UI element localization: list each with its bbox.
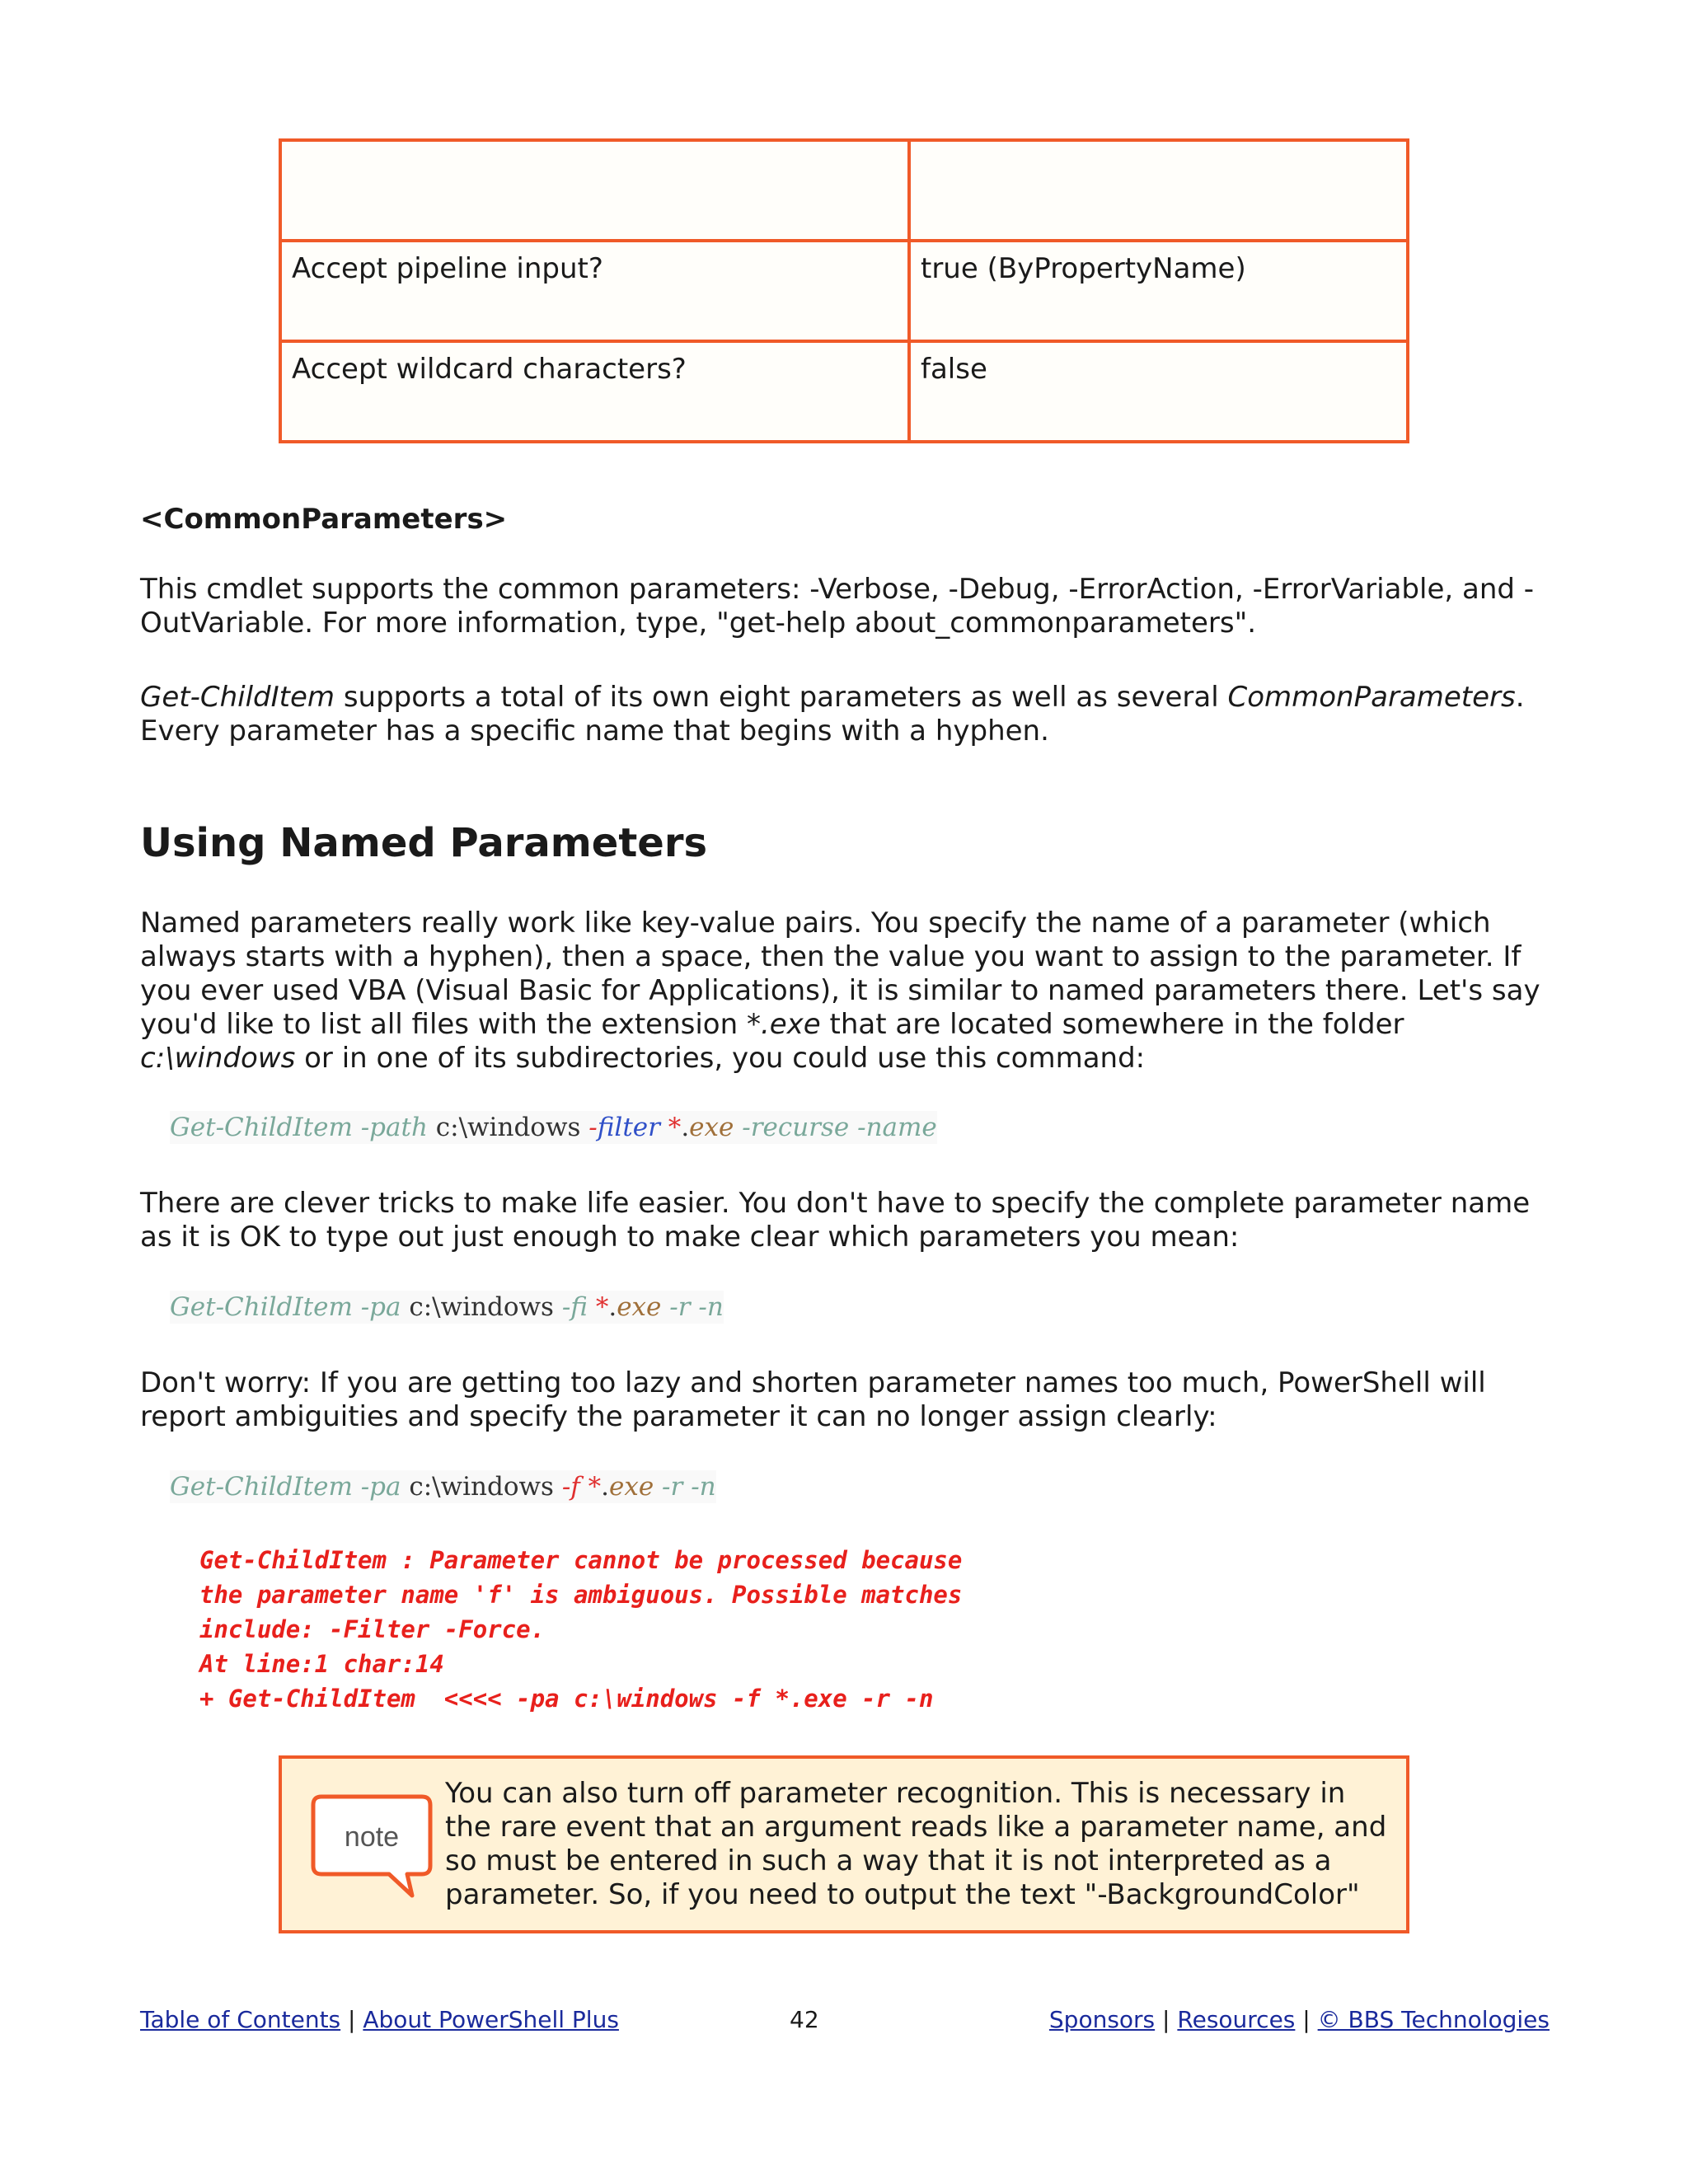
table-cell-label — [280, 140, 909, 241]
code-param: -path — [352, 1113, 428, 1142]
code-extension: exe — [689, 1113, 734, 1142]
clever-tricks-paragraph: There are clever tricks to make life easier. You don't have to specify the complete parameter name as it is OK to type out just enough to make clear which parameters you mean: — [140, 1187, 1531, 1254]
note-box — [279, 1755, 1409, 1933]
code-wildcard: * — [659, 1113, 682, 1142]
paragraph-text: or in one of its subdirectories, you could use this command: — [295, 1042, 1146, 1075]
code-param: -pa — [352, 1292, 401, 1322]
common-parameters-term: CommonParameters — [1227, 681, 1516, 714]
code-param: -r -n — [661, 1292, 724, 1322]
paragraph-text: that are located somewhere in the folder — [820, 1008, 1404, 1041]
code-cmdlet: Get-ChildItem — [170, 1472, 353, 1502]
error-output — [199, 1543, 962, 1716]
resources-link[interactable]: Resources — [1177, 2006, 1296, 2033]
error-line: Get-ChildItem : Parameter cannot be processed because — [199, 1546, 963, 1574]
table-cell-label: Accept wildcard characters? — [280, 341, 909, 442]
table-cell-value: true (ByPropertyName) — [909, 241, 1408, 341]
code-path: c:\windows — [427, 1113, 589, 1142]
table-cell-label: Accept pipeline input? — [280, 241, 909, 341]
common-parameters-paragraph: This cmdlet supports the common parameters: -Verbose, -Debug, -ErrorAction, -ErrorVariable, and -OutVariable. For more information, type, "get-help about_commonparameters". — [140, 573, 1535, 640]
code-param: -r -n — [654, 1472, 716, 1502]
bbs-technologies-link[interactable]: © BBS Technologies — [1317, 2006, 1550, 2033]
code-block — [170, 1111, 937, 1144]
section-heading: Using Named Parameters — [140, 820, 708, 866]
table-cell-value: false — [909, 341, 1408, 442]
footer-separator: | — [1155, 2006, 1178, 2033]
code-wildcard: * — [587, 1292, 609, 1322]
code-extension: exe — [609, 1472, 654, 1502]
note-text: You can also turn off parameter recognition. This is necessary in the rare event that an argument reads like a parameter name, and so must be entered in such a way that it is not interpreted as a parameter. So, if you need to output the text "-BackgroundColor" — [445, 1777, 1387, 1911]
folder-term: c:\windows — [140, 1042, 296, 1075]
error-line: the parameter name 'f' is ambiguous. Possible matches — [199, 1581, 963, 1609]
code-param: -pa — [352, 1472, 401, 1502]
code-path: c:\windows — [401, 1472, 562, 1502]
footer-left-links — [140, 2006, 619, 2033]
about-powershell-plus-link[interactable]: About PowerShell Plus — [363, 2006, 619, 2033]
footer-separator: | — [1295, 2006, 1318, 2033]
table-row — [280, 241, 1408, 341]
code-dot: . — [608, 1292, 617, 1322]
error-line: include: -Filter -Force. — [199, 1615, 546, 1643]
code-dot: . — [681, 1113, 690, 1142]
cmdlet-name: Get-ChildItem — [140, 681, 335, 714]
note-icon-label: note — [344, 1821, 400, 1853]
code-cmdlet: Get-ChildItem — [170, 1113, 353, 1142]
parameter-table — [279, 138, 1409, 443]
code-dash: - — [588, 1113, 598, 1142]
common-parameters-heading: <CommonParameters> — [140, 503, 508, 536]
code-block — [170, 1291, 724, 1324]
page-number: 42 — [790, 2006, 819, 2033]
code-param: -fi — [561, 1292, 588, 1322]
error-line: At line:1 char:14 — [199, 1650, 444, 1678]
paragraph-text: . Every parameter has a specific name that begins with a hyphen. — [140, 681, 1525, 748]
footer-separator: | — [340, 2006, 363, 2033]
extension-term: *.exe — [746, 1008, 821, 1041]
table-of-contents-link[interactable]: Table of Contents — [140, 2006, 341, 2033]
code-param: -recurse -name — [734, 1113, 937, 1142]
code-extension: exe — [617, 1292, 662, 1322]
paragraph-text: Named parameters really work like key-value pairs. You specify the name of a parameter (which always starts with a hyphen), then a space, then the value you want to assign to the parameter. If you ever used VBA (Visual Basic for Applications), it is similar to named parameters there. Let's say you'd like to list all files with the extension — [140, 907, 1540, 1041]
code-dot: . — [601, 1472, 609, 1502]
named-parameters-paragraph — [140, 907, 1558, 1076]
code-wildcard: * — [579, 1472, 602, 1502]
dont-worry-paragraph: Don't worry: If you are getting too lazy and shorten parameter names too much, PowerShell will report ambiguities and specify the parameter it can no longer assign clearly: — [140, 1366, 1486, 1433]
code-param: -f — [561, 1472, 580, 1502]
error-line: + Get-ChildItem <<<< -pa c:\windows -f *.exe -r -n — [199, 1685, 934, 1713]
table-row — [280, 341, 1408, 442]
childitem-paragraph — [140, 681, 1558, 748]
code-block — [170, 1470, 716, 1503]
footer-right-links — [1049, 2006, 1550, 2033]
table-cell-value — [909, 140, 1408, 241]
code-path: c:\windows — [401, 1292, 562, 1322]
code-param: filter — [597, 1113, 660, 1142]
note-icon — [310, 1790, 434, 1905]
sponsors-link[interactable]: Sponsors — [1048, 2006, 1156, 2033]
code-cmdlet: Get-ChildItem — [170, 1292, 353, 1322]
table-row — [280, 140, 1408, 241]
paragraph-text: supports a total of its own eight parameters as well as several — [335, 681, 1228, 714]
